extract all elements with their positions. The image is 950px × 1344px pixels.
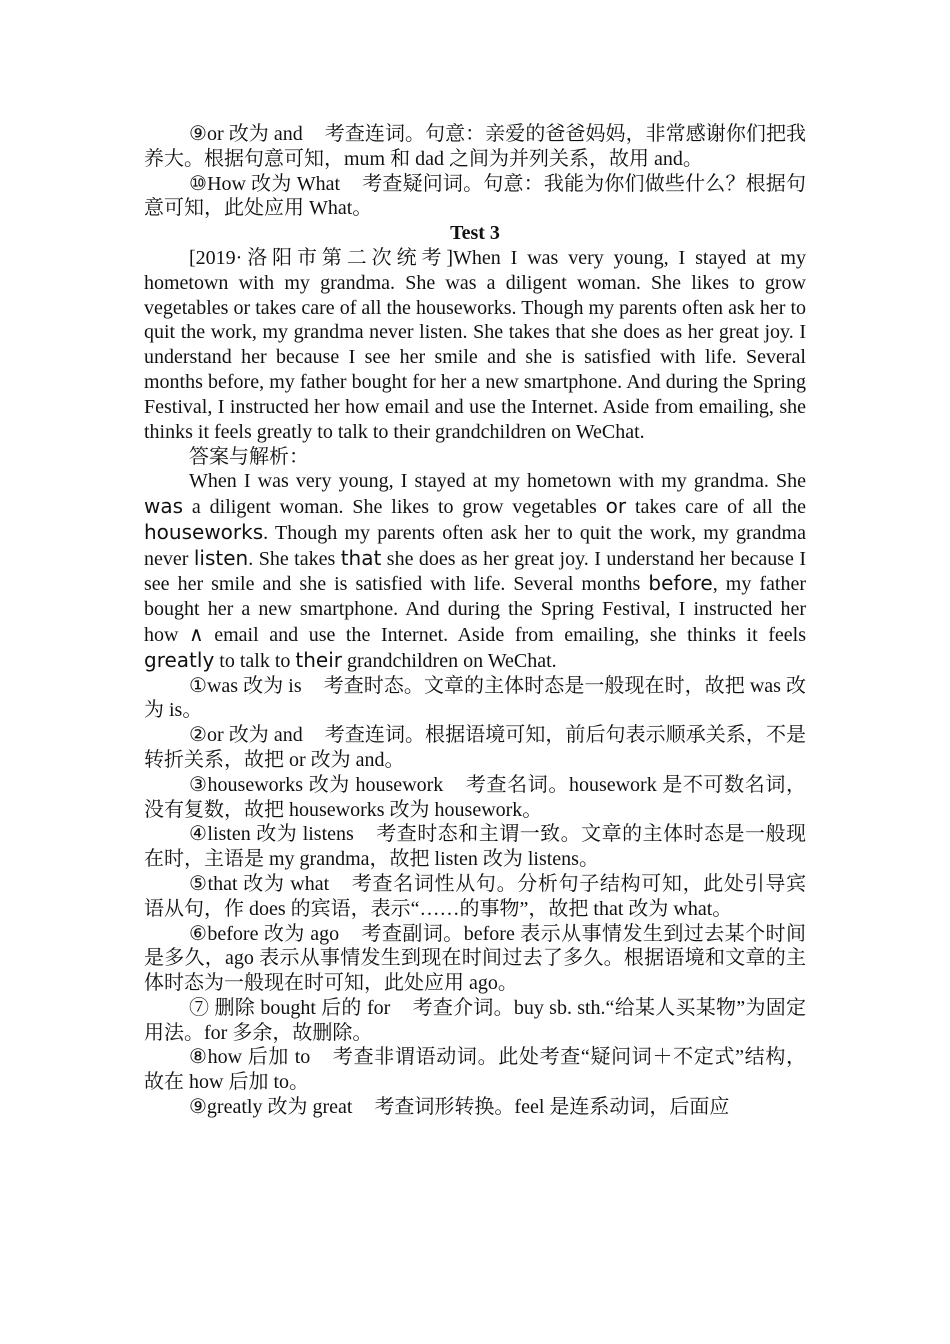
error-mark-8: ∧ <box>189 621 204 646</box>
error-mark-2: or <box>605 493 627 518</box>
answer-heading: 答案与解析： <box>189 444 309 469</box>
error-mark-3: houseworks <box>144 519 264 544</box>
error-mark-10: their <box>295 647 342 672</box>
answer-item-2: ②or 改为 and 考查连词。根据语境可知，前后句表示顺承关系，不是转折关系，故把 or 改为 and。 <box>144 724 807 771</box>
answer-item-9: ⑨greatly 改为 great 考查词形转换。feel 是连系动词，后面应 <box>189 1096 730 1119</box>
passage <box>144 246 806 444</box>
answer-item-6: ⑥before 改为 ago 考查副词。before 表示从事情发生到过去某个时间是多久，ago 表示从事情发生到现在时间过去了多久。根据语境和文章的主体时态为一般现在时可知，此处应用 ago。 <box>144 922 806 995</box>
error-mark-4: listen <box>193 545 249 570</box>
answer-item-7: ⑦ 删除 bought 后的 for 考查介词。buy sb. sth.“给某人买某物”为固定用法。for 多余，故删除。 <box>144 996 806 1044</box>
item-body: 考查连词。句意：亲爱的爸爸妈妈，非常感谢你们把我养大。根据句意可知，mum 和 dad 之间为并列关系，故用 and。 <box>144 123 807 170</box>
item-head: ⑩How 改为 What <box>189 172 341 195</box>
error-mark-9: greatly <box>144 647 215 672</box>
answer-item-4: ④listen 改为 listens 考查时态和主谓一致。文章的主体时态是一般现在时，主语是 my grandma，故把 listen 改为 listens。 <box>144 823 807 871</box>
passage-text: When I was very young, I stayed at my hometown with my grandma. She was a diligent woman. She likes to grow vegetables or takes care of all the houseworks. Though my parents often ask her to quit the work, my grandma never listen. She takes that she does as her great joy. I understand her because I see her smile and she is satisfied with life. Several months before, my father bought for her a new smartphone. And during the Spring Festival, I instructed her how email and use the Internet. Aside from emailing, she thinks it feels greatly to talk to their grandchildren on WeChat. <box>144 246 806 443</box>
prev-item-9 <box>144 122 806 172</box>
item-body: 考查疑问词。句意：我能为你们做些什么？根据句意可知，此处应用 What。 <box>144 172 806 220</box>
answer-item-1: ①was 改为 is 考查时态。文章的主体时态是一般现在时，故把 was 改为 is。 <box>144 674 806 722</box>
prev-item-10 <box>144 172 806 222</box>
error-mark-1: was <box>144 493 184 518</box>
answer-item-8: ⑧how 后加 to 考查非谓语动词。此处考查“疑问词＋不定式”结构，故在 how 后加 to。 <box>144 1046 806 1094</box>
error-mark-5: that <box>340 545 382 570</box>
error-mark-6: before <box>648 571 713 596</box>
answer-item-5: ⑤that 改为 what 考查名词性从句。分析句子结构可知，此处引导宾语从句，作 does 的宾语，表示“……的事物”，故把 that 改为 what。 <box>144 872 807 920</box>
corrected-passage: When I was very young, I stayed at my hometown with my grandma. She was a diligent woman. She likes to grow vegetables or takes care of all the houseworks. Though my parents often ask her to quit the work, my grandma never listen. She takes that she does as her great joy. I understand her because I see her smile and she is satisfied with life. Several months before, my father bought her a new smartphone. And during the Spring Festival, I instructed her how ∧ email and use the Internet. Aside from emailing, she thinks it feels greatly to talk to their grandchildren on WeChat. <box>144 470 807 672</box>
item-head: ⑨or 改为 and <box>189 123 303 145</box>
document-page <box>144 122 806 1120</box>
source-tag: [2019·洛阳市第二次统考] <box>189 246 454 269</box>
test-title: Test 3 <box>450 222 500 245</box>
answer-item-3: ③houseworks 改为 housework 考查名词。housework 是不可数名词，没有复数，故把 houseworks 改为 housework。 <box>144 773 806 821</box>
